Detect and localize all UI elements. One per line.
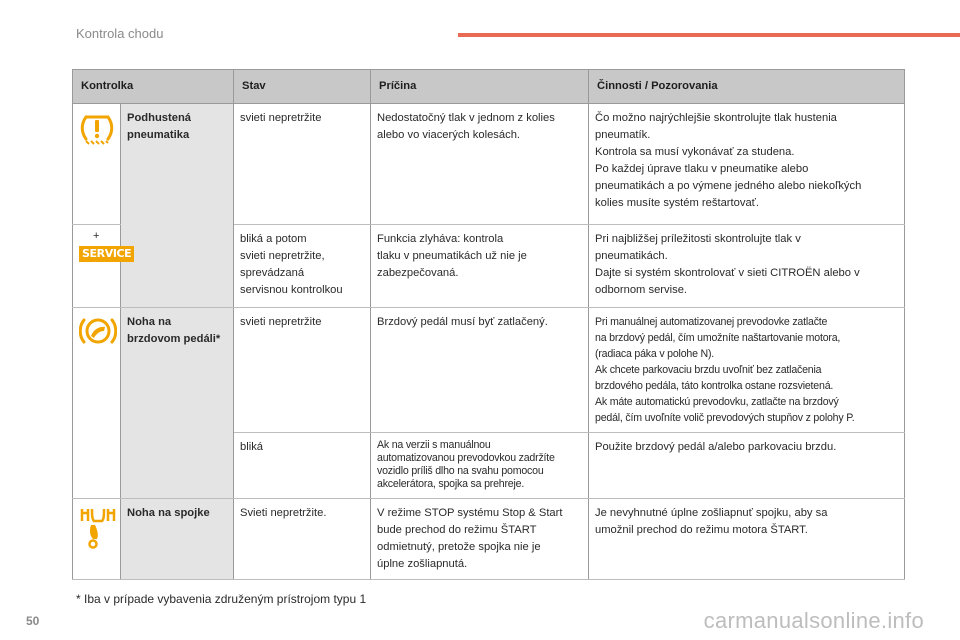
pricina-cell: Brzdový pedál musí byť zatlačený. bbox=[371, 308, 589, 433]
stav-cell: bliká bbox=[234, 433, 371, 499]
warning-lights-table bbox=[72, 69, 905, 580]
column-header-cinnosti: Činnosti / Pozorovania bbox=[589, 70, 905, 104]
column-header-kontrolka: Kontrolka bbox=[73, 70, 234, 104]
table-row bbox=[73, 308, 905, 433]
cinnosti-cell: Pri manuálnej automatizovanej prevodovke zatlačte na brzdový pedál, čím umožníte naštartovanie motora, (radiaca páka v polohe N). Ak chcete parkovaciu brzdu uvoľniť bez zatlačenia brzdového pedála, táto kontrolka ostane rozsvietená. Ak máte automatickú prevodovku, zatlačte na brzdový pedál, čím uvoľníte volič prevodových stupňov z polohy P. bbox=[589, 308, 905, 433]
warning-name-cell: Noha na brzdovom pedáli* bbox=[121, 308, 234, 499]
table-header-row bbox=[73, 70, 905, 104]
pricina-cell: Ak na verzii s manuálnou automatizovanou prevodovkou zadržíte vozidlo príliš dlho na svahu pomocou akcelerátora, spojka sa prehreje. bbox=[371, 433, 589, 499]
cinnosti-cell: Pri najbližšej príležitosti skontrolujte tlak v pneumatikách. Dajte si systém skontrolovať v sieti CITROËN alebo v odbornom servise. bbox=[589, 225, 905, 308]
column-header-pricina: Príčina bbox=[371, 70, 589, 104]
plus-sign: + bbox=[93, 230, 100, 242]
warning-name-cell: Noha na spojke bbox=[121, 499, 234, 580]
stav-cell: bliká a potom svieti nepretržite, sprevádzaná servisnou kontrolkou bbox=[234, 225, 371, 308]
column-header-stav: Stav bbox=[234, 70, 371, 104]
watermark: carmanualsonline.info bbox=[703, 608, 924, 633]
footnote: * Iba v prípade vybavenia združeným prístrojom typu 1 bbox=[76, 592, 367, 606]
pricina-cell: Nedostatočný tlak v jednom z kolies alebo vo viacerých kolesách. bbox=[371, 104, 589, 225]
stav-cell: Svieti nepretržite. bbox=[234, 499, 371, 580]
foot-on-brake-icon bbox=[79, 339, 117, 351]
header-accent-bar bbox=[458, 33, 960, 37]
cinnosti-cell: Je nevyhnutné úplne zošliapnuť spojku, aby sa umožnil prechod do režimu motora ŠTART. bbox=[589, 499, 905, 580]
tire-pressure-warning-icon bbox=[79, 137, 115, 149]
page-number: 50 bbox=[26, 614, 40, 628]
cinnosti-cell: Čo možno najrýchlejšie skontrolujte tlak hustenia pneumatík. Kontrola sa musí vykonávať za studena. Po každej úprave tlaku v pneumatike alebo pneumatikách a po výmene jedného alebo niekoľkých kolies musíte systém reštartovať. bbox=[589, 104, 905, 225]
stav-cell: svieti nepretržite bbox=[234, 104, 371, 225]
icon-cell bbox=[73, 499, 121, 580]
pricina-cell: Funkcia zlyháva: kontrola tlaku v pneumatikách už nie je zabezpečovaná. bbox=[371, 225, 589, 308]
pricina-cell: V režime STOP systému Stop & Start bude prechod do režimu ŠTART odmietnutý, pretože spojka nie je úplne zošliapnutá. bbox=[371, 499, 589, 580]
foot-on-clutch-icon bbox=[79, 540, 117, 552]
icon-cell bbox=[73, 104, 121, 225]
service-icon: SERVICE bbox=[79, 246, 134, 262]
table-row bbox=[73, 499, 905, 580]
icon-cell bbox=[73, 225, 132, 308]
table-row bbox=[73, 104, 905, 225]
warning-name-cell: Podhustená pneumatika bbox=[121, 104, 234, 308]
cinnosti-cell: Použite brzdový pedál a/alebo parkovaciu brzdu. bbox=[589, 433, 905, 499]
page-header-title: Kontrola chodu bbox=[76, 26, 164, 41]
stav-cell: svieti nepretržite bbox=[234, 308, 371, 433]
icon-cell bbox=[73, 308, 121, 499]
